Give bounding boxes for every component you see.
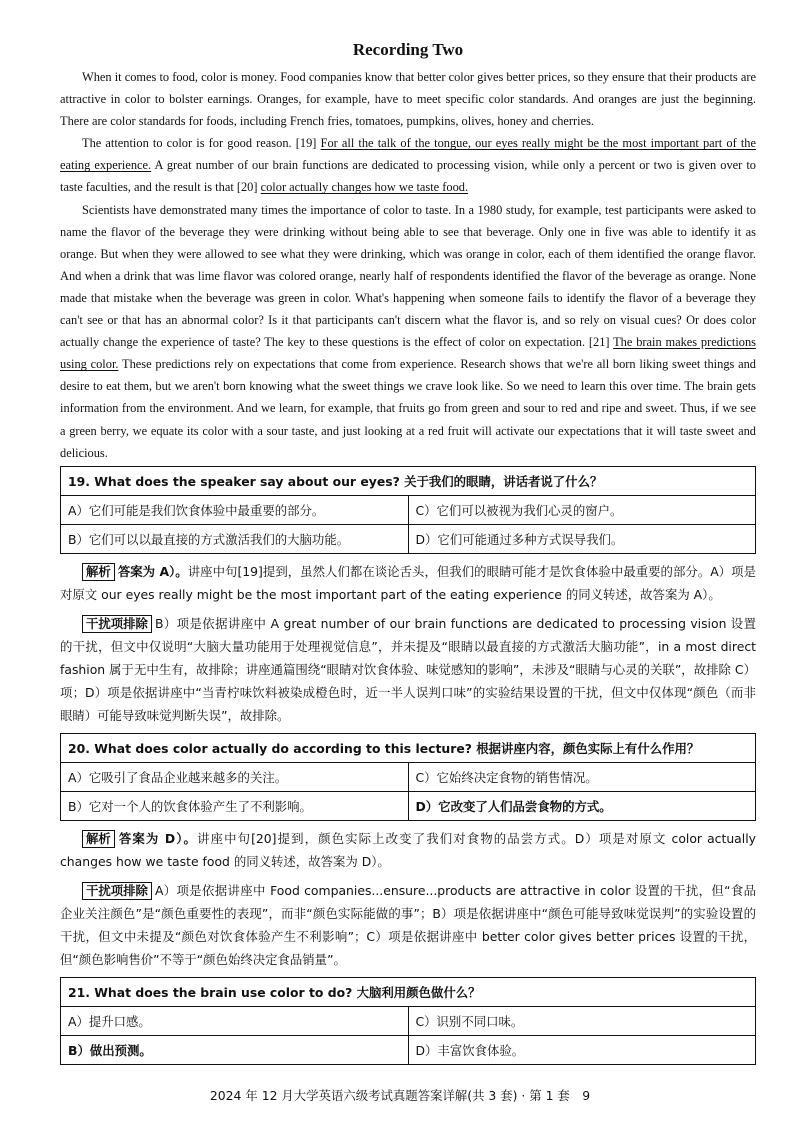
analysis-tag: 解析 [82,563,115,581]
paragraph-2-text-c: A great number of our brain functions are dedicated to processing vision, while only a percent or two is given over to taste faculties, and the result is that [20] [60,158,756,195]
paragraph-1: When it comes to food, color is money. Food companies know that better color gives better prices, so they ensure that their products are attractive in color to bolster earnings. Oranges, for example, have to meet specific color standards. And oranges are just the beginning. There are color standards for foods, including French fries, tomatoes, pumpkins, olives, honey and cherries. [60,70,756,129]
analysis-20 [60,827,756,873]
paragraph-3 [60,199,756,464]
paragraph-3-underline-21: The brain makes predictions using color. [60,335,756,372]
question-19-option-d: D）它们可能通过多种方式误导我们。 [408,524,756,553]
distractor-20-text: A）项是依据讲座中 Food companies...ensure...products are attractive in color 设置的干扰，但“食品企业关注颜色”是“颜色重要性的表现”，而非“颜色实际能做的事”；B）项是依据讲座中“颜色可能导致味觉误判”的实验设置的干扰，但文中未提及“颜色对饮食体验产生不利影响”；C）项是依据讲座中 better color gives better prices 设置的干扰，但“颜色影响售价”不等于“颜色始终决定食品销量”。 [60,882,756,967]
paragraph-3-text-a: Scientists have demonstrated many times the importance of color to taste. In a 1980 study, for example, test participants were asked to name the flavor of the beverage they were drinking without being able to see that beverage. Only one in five was able to identify it as orange. But when they were allowed to see what they were drinking, which was orange in color, each of them identified the orange flavor. And when a drink that was lime flavor was colored orange, nearly half of respondents identified the flavor of the beverage as orange. None made that mistake when the beverage was green in color. What's happening when someone fails to identify the flavor of a beverage they can't see or that has an abnormal color? Is it that participants can't discern what the flavor is, and so rely on visual cues? Or does color actually change the experience of taste? The key to these questions is the effect of color on expectation. [21] [60,202,756,350]
analysis-20-text: 讲座中句[20]提到，颜色实际上改变了我们对食物的品尝方式。D）项是对原文 color actually changes how we taste food 的同义转述，故答案为 D）。 [60,830,756,869]
distractor-19-text: B）项是依据讲座中 A great number of our brain functions are dedicated to processing vision 设置的干扰，但文中仅说明“大脑大量功能用于处理视觉信息”，并未提及“眼睛以最直接的方式激活大脑功能”，in a most direct fashion 属于无中生有，故排除；讲座通篇围绕“眼睛对饮食体验、味觉感知的影响”，未涉及“眼睛与心灵的关联”，故排除 C）项；D）项是依据讲座中“当青柠味饮料被染成橙色时，近一半人误判口味”的实验结果设置的干扰，但文中仅体现“颜色（而非眼睛）可能导致味觉判断失误”，故排除。 [60,615,756,723]
paragraph-2 [60,132,756,198]
analysis-19 [60,560,756,606]
question-21-option-a: A）提升口感。 [61,1006,409,1035]
question-20-stem: 20. What does color actually do according to this lecture? 根据讲座内容，颜色实际上有什么作用？ [61,733,756,762]
paragraph-2-underline-20: color actually changes how we taste food. [260,180,469,195]
question-21-stem: 21. What does the brain use color to do? 大脑利用颜色做什么？ [61,977,756,1006]
question-21-option-c: C）识别不同口味。 [408,1006,756,1035]
question-20-option-d: D）它改变了人们品尝食物的方式。 [408,791,756,820]
question-20-option-a: A）它吸引了食品企业越来越多的关注。 [61,762,409,791]
answer-19: 答案为 A）。 [117,563,188,579]
answer-20: 答案为 D）。 [117,830,198,846]
analysis-tag: 解析 [82,830,115,848]
paragraph-2-text-a: The attention to color is for good reason. [19] [82,136,321,151]
distractor-tag: 干扰项排除 [82,882,152,900]
paragraph-3-text-c: These predictions rely on expectations that come from experience. Research shows that we're all born liking sweet things and desire to eat them, but we aren't born knowing what the sweet things we crave look like. So we need to learn this over time. The brain gets information from the environment. And we learn, for example, that fruits go from green and sour to red and ripe and sweet. Thus, if we see a green berry, we equate its color with a sour taste, and just looking at a red fruit will activate our expectations that it will taste sweet and delicious. [60,357,756,460]
distractor-20 [60,879,756,971]
question-19-table [60,466,756,554]
question-19-stem: 19. What does the speaker say about our eyes? 关于我们的眼睛，讲话者说了什么？ [61,466,756,495]
distractor-19 [60,612,756,727]
question-19-option-c: C）它们可以被视为我们心灵的窗户。 [408,495,756,524]
question-21-option-b: B）做出预测。 [61,1035,409,1064]
page-footer: 2024 年 12 月大学英语六级考试真题答案详解(共 3 套) · 第 1 套 9 [209,1088,591,1103]
question-20-table [60,733,756,821]
question-19-option-b: B）它们可以以最直接的方式激活我们的大脑功能。 [61,524,409,553]
question-21-option-d: D）丰富饮食体验。 [408,1035,756,1064]
paragraph-2-underline-19: For all the talk of the tongue, our eyes really might be the most important part of the eating experience. [60,136,756,173]
question-20-option-b: B）它对一个人的饮食体验产生了不利影响。 [61,791,409,820]
question-19-option-a: A）它们可能是我们饮食体验中最重要的部分。 [61,495,409,524]
page-content [60,40,756,1065]
distractor-tag: 干扰项排除 [82,615,152,633]
question-21-table [60,977,756,1065]
question-20-option-c: C）它始终决定食物的销售情况。 [408,762,756,791]
page-title: Recording Two [352,40,464,59]
analysis-19-text: 讲座中句[19]提到，虽然人们都在谈论舌头，但我们的眼睛可能才是饮食体验中最重要的部分。A）项是对原文 our eyes really might be the most important part of the eating experience 的同义转述，故答案为 A）。 [60,563,757,602]
